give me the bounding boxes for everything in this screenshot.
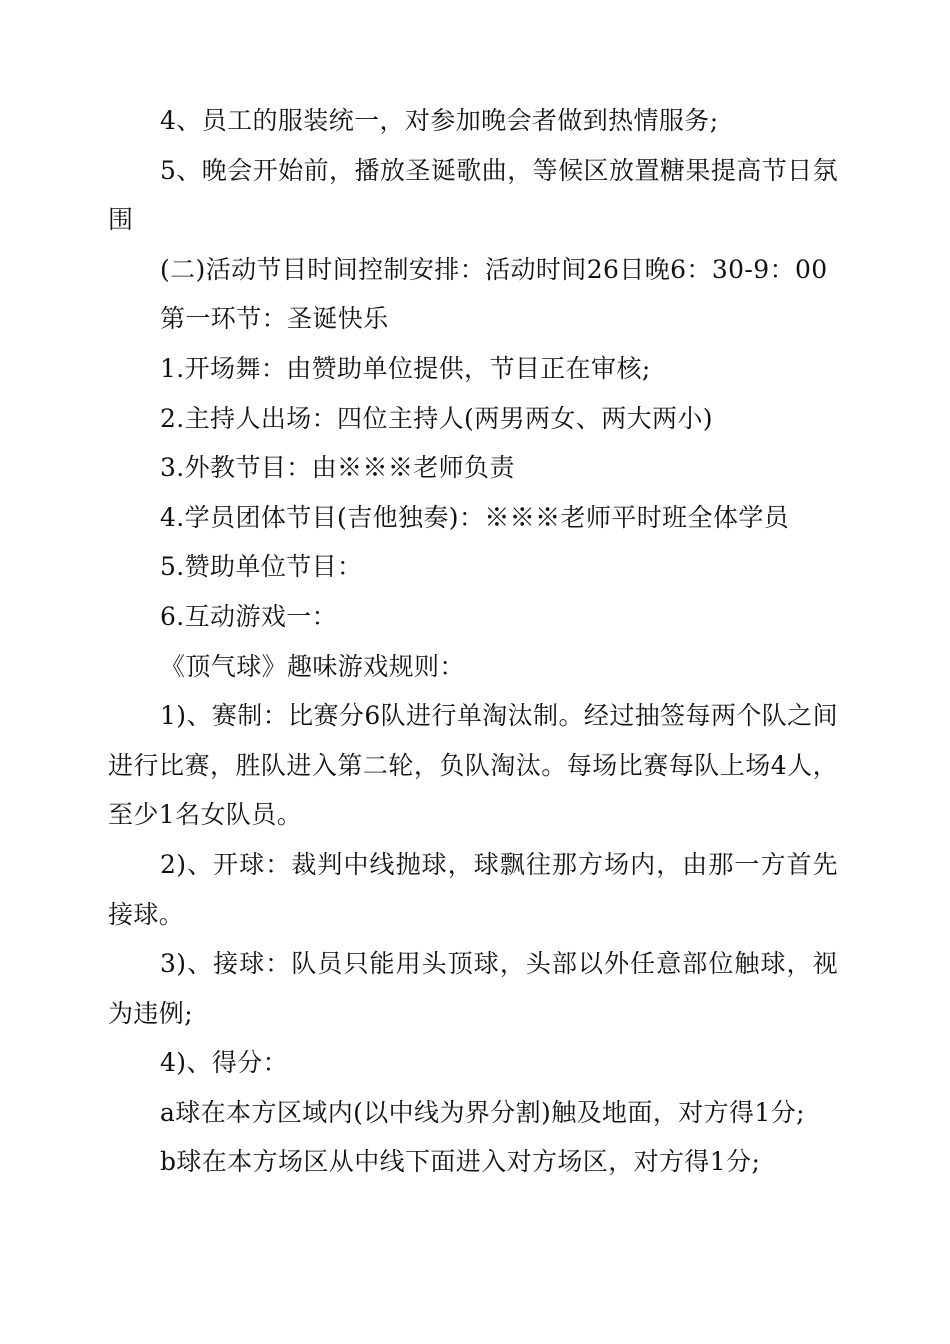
paragraph-scoring-a: a球在本方区域内(以中线为界分割)触及地面，对方得1分; — [160, 1097, 805, 1127]
paragraph-student-performance: 4.学员团体节目(吉他独奏)：※※※老师平时班全体学员 — [160, 502, 790, 532]
paragraph-game-rules-title: 《顶气球》趣味游戏规则： — [160, 651, 465, 681]
paragraph-opening-dance: 1.开场舞：由赞助单位提供，节目正在审核; — [160, 353, 651, 383]
paragraph-christmas-music: 5、晚会开始前，播放圣诞歌曲，等候区放置糖果提高节日氛围 — [108, 155, 838, 235]
paragraph-section-one: 第一环节：圣诞快乐 — [160, 304, 389, 334]
paragraph-sponsor-program: 5.赞助单位节目： — [160, 552, 363, 582]
paragraph-rule-scoring: 4)、得分： — [160, 1048, 289, 1078]
paragraph-rule-receive: 3)、接球：队员只能用头顶球，头部以外任意部位触球，视为违例; — [108, 949, 838, 1028]
document-body — [108, 96, 838, 1187]
paragraph-scoring-b: b球在本方场区从中线下面进入对方场区，对方得1分; — [160, 1147, 761, 1177]
paragraph-rule-kickoff: 2)、开球：裁判中线抛球，球飘往那方场内，由那一方首先接球。 — [108, 849, 838, 929]
paragraph-staff-uniform: 4、员工的服装统一，对参加晚会者做到热情服务; — [160, 106, 719, 135]
paragraph-rule-format: 1)、赛制：比赛分6队进行单淘汰制。经过抽签每两个队之间进行比赛，胜队进入第二轮，负队淘汰。每场比赛每队上场4人，至少1名女队员。 — [108, 701, 838, 830]
paragraph-foreign-teacher: 3.外教节目：由※※※老师负责 — [160, 453, 515, 483]
paragraph-interactive-game: 6.互动游戏一： — [160, 601, 338, 631]
paragraph-schedule-heading: (二)活动节目时间控制安排：活动时间26日晚6：30-9：00 — [160, 254, 828, 284]
paragraph-hosts: 2.主持人出场：四位主持人(两男两女、两大两小) — [160, 403, 713, 433]
